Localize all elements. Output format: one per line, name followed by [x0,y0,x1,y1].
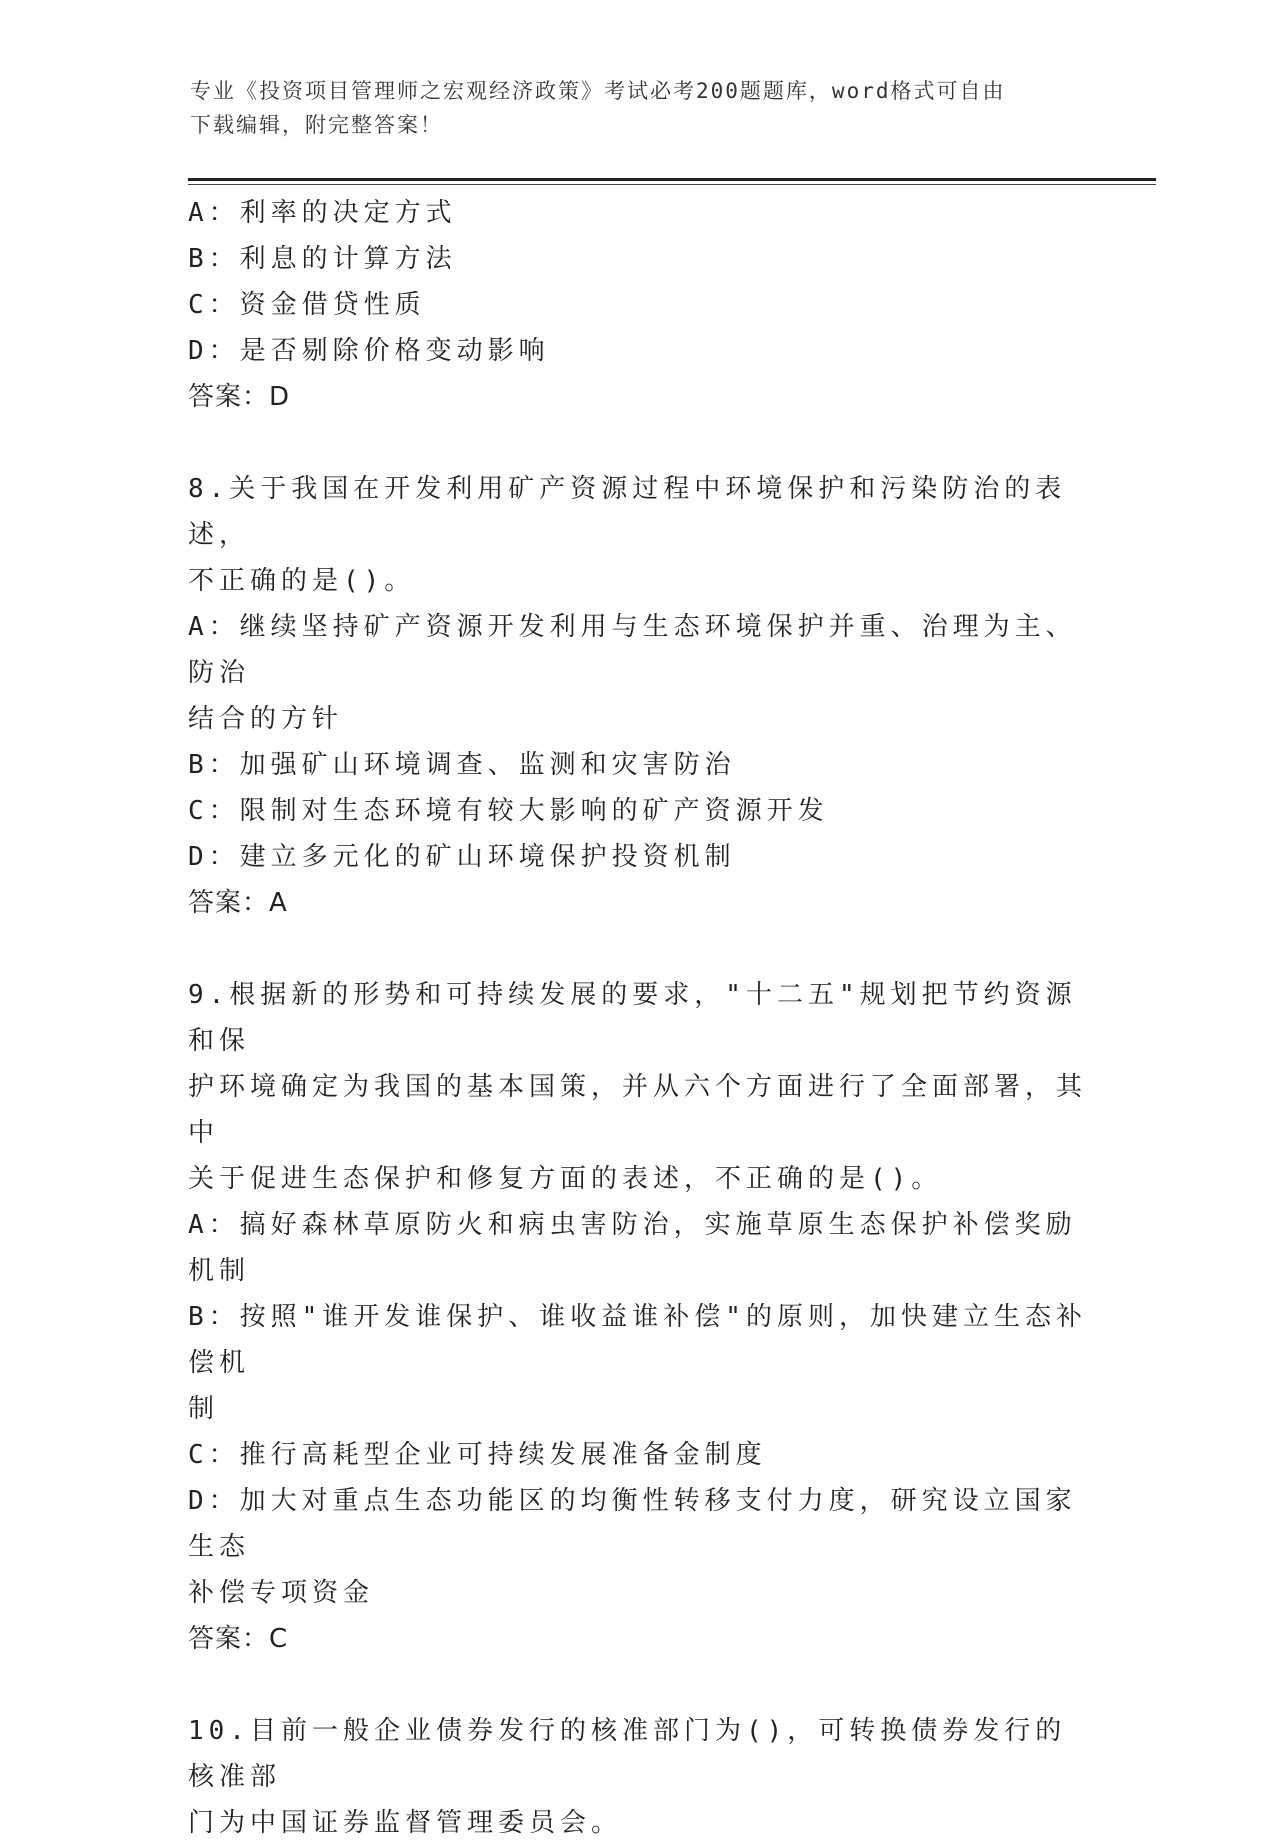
q9-option-d-line-1: D：加大对重点生态功能区的均衡性转移支付力度，研究设立国家生态 [188,1486,1077,1562]
spacer [188,420,1088,466]
header-line-2: 下载编辑，附完整答案！ [190,113,443,137]
q8-answer: 答案：A [188,888,288,918]
q7-option-d: D：是否剔除价格变动影响 [188,336,550,366]
header-divider-thick [188,178,1156,181]
question-9-block [188,972,1088,1662]
q9-option-c: C：推行高耗型企业可持续发展准备金制度 [188,1440,767,1470]
q9-option-b-line-1: B：按照"谁开发谁保护、谁收益谁补偿"的原则，加快建立生态补偿机 [188,1302,1087,1378]
spacer [188,1662,1088,1708]
document-body [188,190,1088,1846]
question-10-block [188,1708,1088,1846]
q8-option-b: B：加强矿山环境调查、监测和灾害防治 [188,750,736,780]
q9-stem-line-1: 9.根据新的形势和可持续发展的要求，"十二五"规划把节约资源和保 [188,980,1077,1056]
q8-option-d: D：建立多元化的矿山环境保护投资机制 [188,842,736,872]
document-header [190,74,1070,142]
q9-option-b-line-2: 制 [188,1394,220,1424]
q8-option-c: C：限制对生态环境有较大影响的矿产资源开发 [188,796,829,826]
q7-option-c: C：资金借贷性质 [188,290,426,320]
q7-option-b: B：利息的计算方法 [188,244,457,274]
q10-stem-line-1: 10.目前一般企业债券发行的核准部门为()，可转换债券发行的核准部 [188,1716,1067,1792]
q9-stem-line-3: 关于促进生态保护和修复方面的表述，不正确的是()。 [188,1164,943,1194]
q9-stem-line-2: 护环境确定为我国的基本国策，并从六个方面进行了全面部署，其中 [188,1072,1088,1148]
q8-option-a-line-1: A：继续坚持矿产资源开发利用与生态环境保护并重、治理为主、防治 [188,612,1077,688]
q7-answer: 答案：D [188,382,291,412]
header-line-1: 专业《投资项目管理师之宏观经济政策》考试必考200题题库，word格式可自由 [190,79,1006,103]
q8-stem-line-2: 不正确的是()。 [188,566,416,596]
question-7-block [188,190,1088,420]
question-8-block [188,466,1088,926]
q8-stem-line-1: 8.关于我国在开发利用矿产资源过程中环境保护和污染防治的表述， [188,474,1067,550]
q8-option-a-line-2: 结合的方针 [188,704,344,734]
q10-stem-line-2: 门为中国证券监督管理委员会。 [188,1808,623,1838]
q9-answer: 答案：C [188,1624,289,1654]
q9-option-a: A：搞好森林草原防火和病虫害防治，实施草原生态保护补偿奖励机制 [188,1210,1077,1286]
q9-option-d-line-2: 补偿专项资金 [188,1578,375,1608]
q7-option-a: A：利率的决定方式 [188,198,457,228]
header-divider-thin [188,184,1156,185]
spacer [188,926,1088,972]
